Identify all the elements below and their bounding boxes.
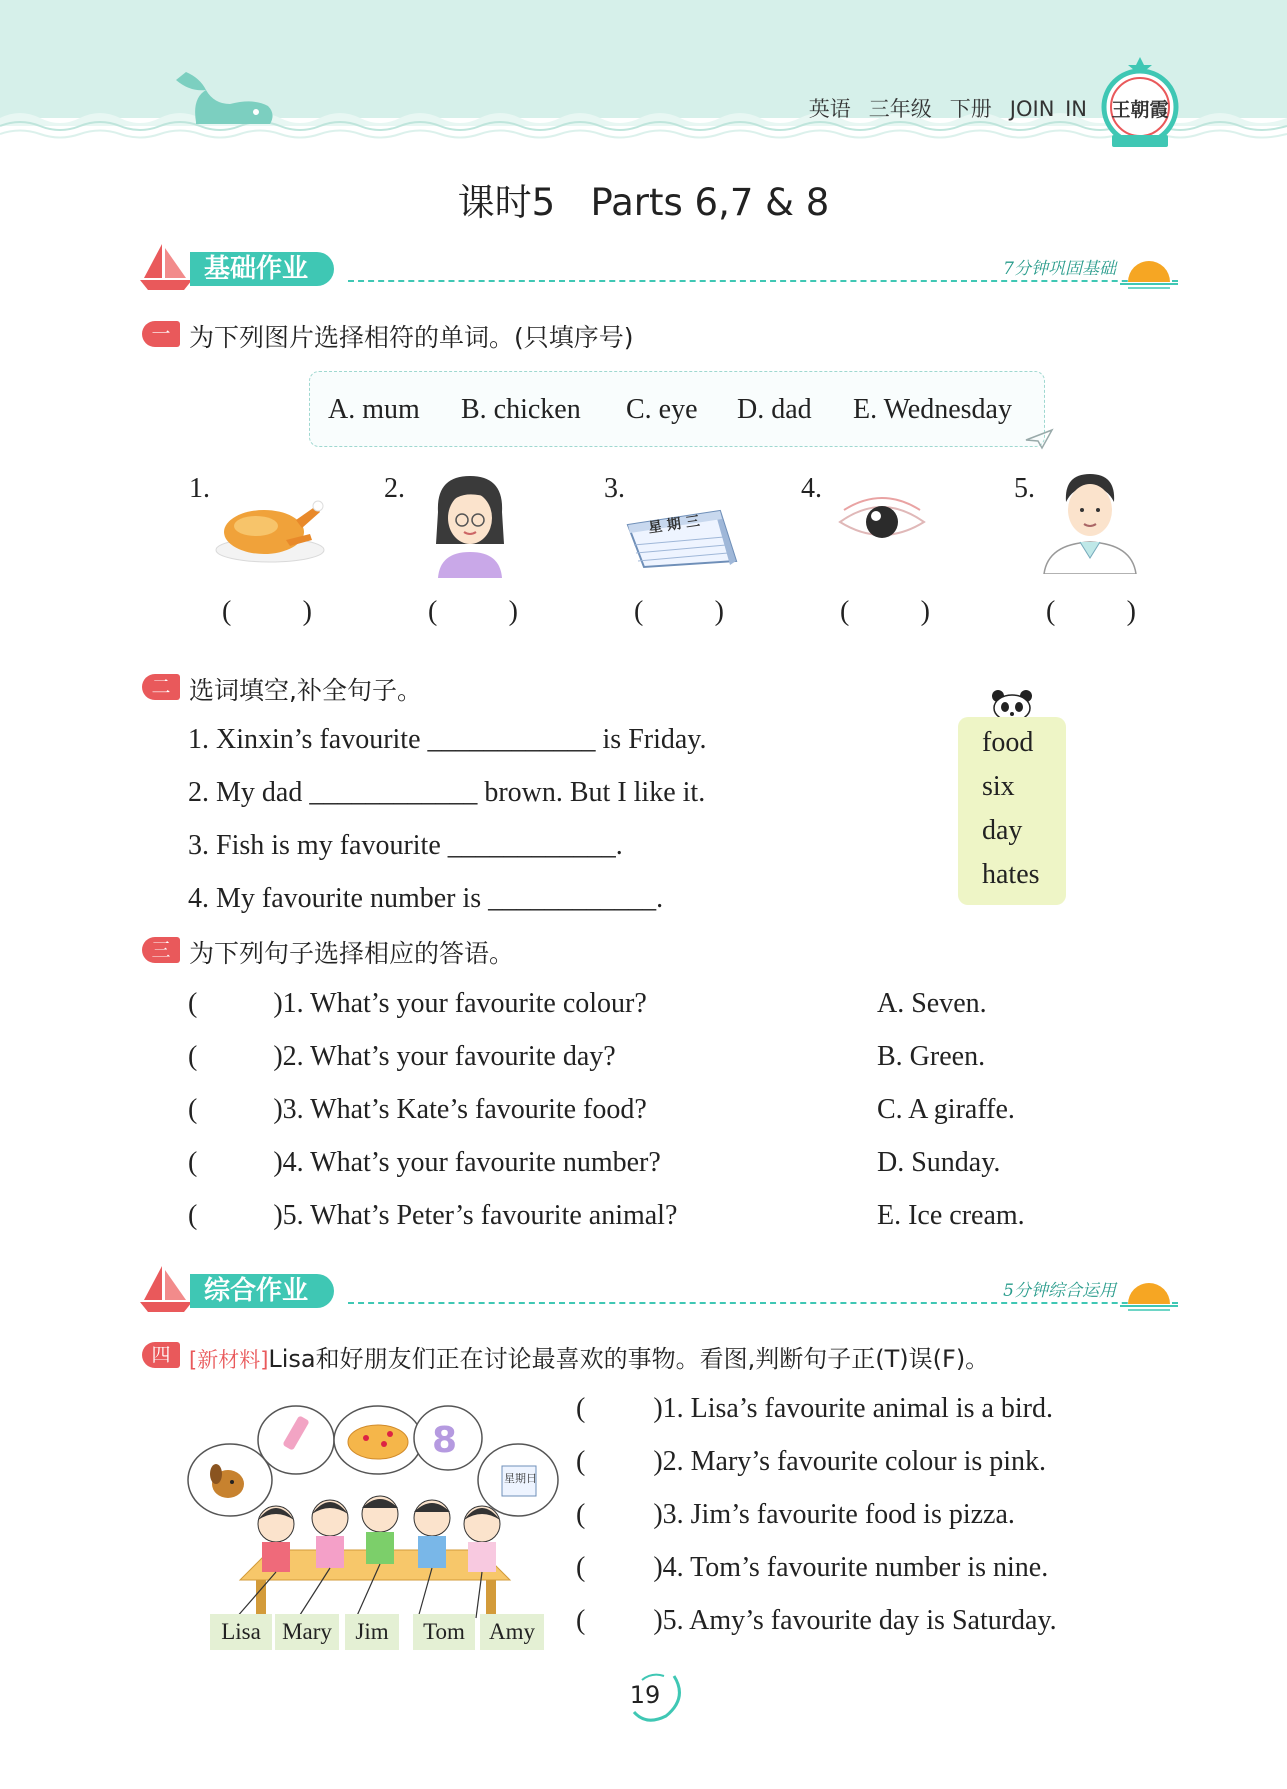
answer-paren[interactable]: ( ) xyxy=(840,596,930,627)
question-instruction: 选词填空,补全句子。 xyxy=(189,676,422,705)
eye-icon xyxy=(836,496,928,546)
question-instruction: 为下列句子选择相应的答语。 xyxy=(189,939,515,968)
question-number-badge: 二 xyxy=(142,674,180,700)
judge-statement: ( )4. Tom’s favourite number is nine. xyxy=(576,1552,1049,1583)
grade-label: 三年级 xyxy=(868,97,932,121)
option-d: D. dad xyxy=(737,394,812,425)
subject-label: 英语 xyxy=(808,97,851,121)
match-question: ( )3. What’s Kate’s favourite food? xyxy=(188,1094,647,1125)
match-answer: A. Seven. xyxy=(877,988,987,1019)
answer-paren[interactable]: ( ) xyxy=(188,1200,283,1231)
section-label: 综合作业 xyxy=(190,1274,334,1308)
answer-paren[interactable]: ( ) xyxy=(188,1041,283,1072)
header-info xyxy=(791,93,1087,123)
answer-paren[interactable]: ( ) xyxy=(188,1094,283,1125)
section-divider xyxy=(348,1302,1178,1304)
header-band xyxy=(0,0,1287,150)
judge-statement: ( )2. Mary’s favourite colour is pink. xyxy=(576,1446,1047,1477)
series-label: JOIN IN xyxy=(1009,97,1087,121)
answer-paren[interactable]: ( ) xyxy=(1046,596,1136,627)
name-tag-jim: Jim xyxy=(345,1614,399,1650)
answer-paren[interactable]: ( ) xyxy=(576,1552,663,1583)
lisa-figure xyxy=(258,1506,294,1572)
section-note: 5分钟综合运用 xyxy=(1003,1281,1116,1301)
man-dad-icon xyxy=(1040,468,1140,574)
tom-figure xyxy=(414,1500,450,1568)
match-answer: D. Sunday. xyxy=(877,1147,1001,1178)
section-divider xyxy=(348,280,1178,282)
answer-paren[interactable]: ( ) xyxy=(576,1499,663,1530)
option-a: A. mum xyxy=(328,394,420,425)
section-label: 基础作业 xyxy=(190,252,334,286)
bubble-calendar-text: 星期日 xyxy=(504,1472,537,1485)
match-question: ( )1. What’s your favourite colour? xyxy=(188,988,647,1019)
word-bank-item: food xyxy=(982,727,1034,758)
sunrise-icon xyxy=(1120,256,1178,290)
page-number: 19 xyxy=(629,1681,661,1709)
volume-label: 下册 xyxy=(949,97,992,121)
match-question: ( )5. What’s Peter’s favourite animal? xyxy=(188,1200,678,1231)
item-number: 4. xyxy=(801,473,822,504)
item-number: 1. xyxy=(189,473,210,504)
fill-sentence: 2. My dad ____________ brown. But I like it. xyxy=(188,777,706,808)
answer-paren[interactable]: ( ) xyxy=(428,596,518,627)
option-b: B. chicken xyxy=(461,394,581,425)
answer-paren[interactable]: ( ) xyxy=(222,596,312,627)
answer-paren[interactable]: ( ) xyxy=(634,596,724,627)
match-question: ( )4. What’s your favourite number? xyxy=(188,1147,661,1178)
match-answer: B. Green. xyxy=(877,1041,986,1072)
item-number: 3. xyxy=(604,473,625,504)
fill-blank[interactable]: ____________ xyxy=(427,724,596,755)
match-answer: E. Ice cream. xyxy=(877,1200,1025,1231)
panda-icon xyxy=(990,688,1034,720)
option-e: E. Wednesday xyxy=(853,394,1012,425)
brand-logo xyxy=(1098,55,1182,151)
fill-sentence: 1. Xinxin’s favourite ____________ is Friday. xyxy=(188,724,707,755)
fill-sentence: 4. My favourite number is ____________. xyxy=(188,883,664,914)
fill-blank[interactable]: ____________ xyxy=(488,883,657,914)
judge-statement: ( )5. Amy’s favourite day is Saturday. xyxy=(576,1605,1057,1636)
calendar-text: 星 期 三 xyxy=(647,513,701,537)
friends-illustration xyxy=(180,1400,570,1620)
mary-figure xyxy=(312,1500,348,1568)
word-options-box xyxy=(309,371,1045,447)
name-tag-mary: Mary xyxy=(275,1614,339,1650)
section-comprehensive-bar xyxy=(138,1264,1178,1324)
question-number-badge: 四 xyxy=(142,1342,180,1368)
section-basic-bar xyxy=(138,242,1178,302)
woman-mum-icon xyxy=(430,472,510,578)
answer-paren[interactable]: ( ) xyxy=(576,1446,663,1477)
jim-figure xyxy=(362,1496,398,1564)
logo-text: 王朝霞 xyxy=(1111,99,1169,121)
question-4-head xyxy=(142,1339,1182,1373)
match-answer: C. A giraffe. xyxy=(877,1094,1015,1125)
section-note: 7分钟巩固基础 xyxy=(1003,259,1116,279)
paper-plane-icon xyxy=(1024,428,1054,450)
bubble-number: 8 xyxy=(432,1420,458,1461)
question-number-badge: 一 xyxy=(142,321,180,347)
sailboat-icon xyxy=(138,1264,194,1314)
word-bank-item: hates xyxy=(982,859,1040,890)
amy-figure xyxy=(464,1506,500,1572)
name-tag-lisa: Lisa xyxy=(210,1614,272,1650)
question-number-badge: 三 xyxy=(142,937,180,963)
name-tag-tom: Tom xyxy=(413,1614,475,1650)
item-number: 5. xyxy=(1014,473,1035,504)
answer-paren[interactable]: ( ) xyxy=(576,1393,663,1424)
sailboat-icon xyxy=(138,242,194,292)
judge-statement: ( )1. Lisa’s favourite animal is a bird. xyxy=(576,1393,1054,1424)
question-instruction: 为下列图片选择相符的单词。(只填序号) xyxy=(189,323,634,352)
answer-paren[interactable]: ( ) xyxy=(188,988,283,1019)
word-bank-item: day xyxy=(982,815,1023,846)
question-instruction: [新材料]Lisa和好朋友们正在讨论最喜欢的事物。看图,判断句子正(T)误(F)。 xyxy=(189,1345,990,1373)
word-bank xyxy=(958,717,1066,905)
lesson-title: 课时5 Parts 6,7 & 8 xyxy=(457,181,830,224)
option-c: C. eye xyxy=(626,394,698,425)
sunrise-icon xyxy=(1120,1278,1178,1312)
item-number: 2. xyxy=(384,473,405,504)
name-tag-amy: Amy xyxy=(480,1614,544,1650)
fill-sentence: 3. Fish is my favourite ____________. xyxy=(188,830,623,861)
answer-paren[interactable]: ( ) xyxy=(576,1605,663,1636)
new-material-tag: [新材料] xyxy=(189,1348,269,1372)
fill-blank[interactable]: ____________ xyxy=(447,830,616,861)
fill-blank[interactable]: ____________ xyxy=(309,777,478,808)
pizza-icon xyxy=(348,1425,408,1459)
answer-paren[interactable]: ( ) xyxy=(188,1147,283,1178)
judge-statement: ( )3. Jim’s favourite food is pizza. xyxy=(576,1499,1015,1530)
roast-chicken-icon xyxy=(212,488,328,564)
word-bank-item: six xyxy=(982,771,1015,802)
match-question: ( )2. What’s your favourite day? xyxy=(188,1041,616,1072)
